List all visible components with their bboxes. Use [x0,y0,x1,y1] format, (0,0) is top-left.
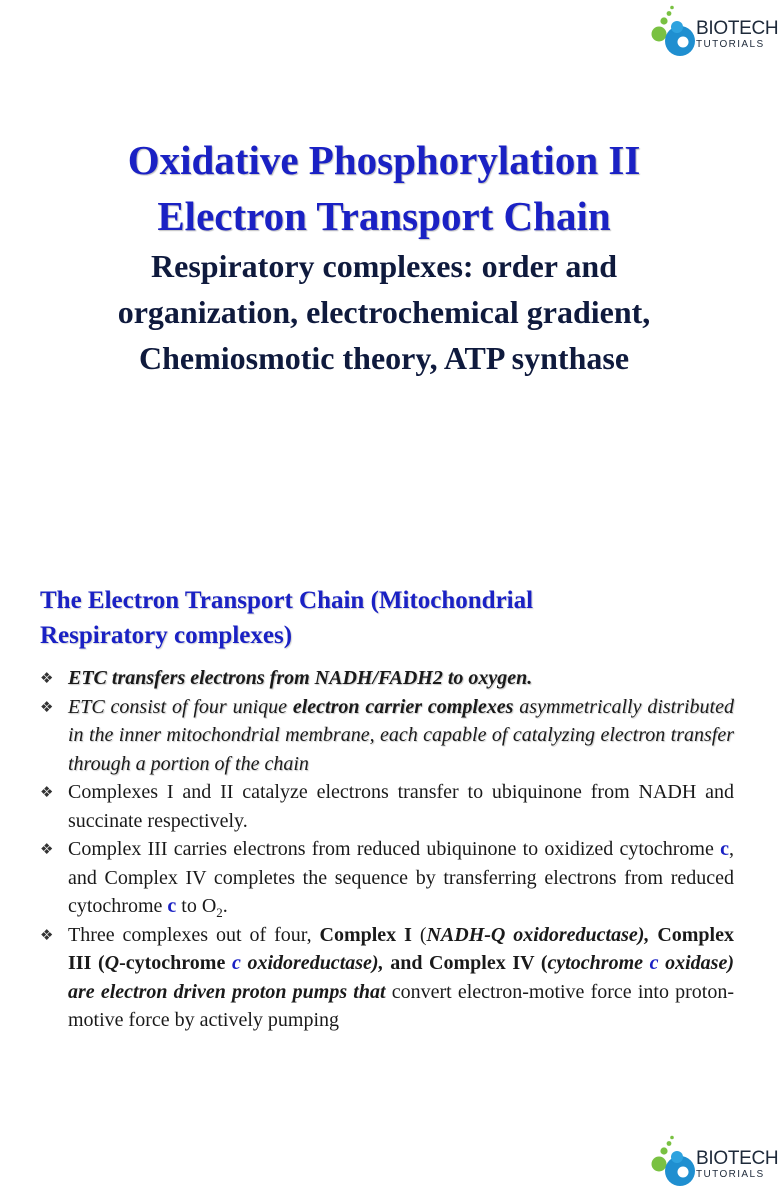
emphasis-text: electron carrier complexes [292,695,514,718]
enzyme-name: oxidoreductase), [240,952,384,974]
text-run: ETC consist of four unique [68,695,293,718]
bullet-text: ETC transfers electrons from NADH/FADH2 to oxygen. [68,667,533,689]
bullet-text [68,693,734,779]
enzyme-name: cytochrome [547,952,650,974]
bullet-item [40,835,734,921]
complex-name: and Complex IV [383,952,535,974]
diamond-bullet-icon: ❖ [40,925,54,944]
bullet-list [40,664,734,1035]
logo-wordmark: BIOTECH [696,1147,778,1169]
enzyme-name: NADH-Q oxidoreductase), [426,923,650,946]
section-heading-line-2: Respiratory complexes) [40,622,293,649]
diamond-bullet-icon: ❖ [40,697,54,716]
complex-name: Complex III [68,923,734,974]
text-run: ( [411,923,427,946]
cytochrome-letter: c [649,952,659,974]
slide-title-line-2: Electron Transport Chain [157,193,611,239]
logo-mark-icon [650,1134,694,1194]
complex-name: Complex I [319,923,412,946]
cytochrome-letter: c [231,952,241,974]
text-run: Three complexes out of four, [68,923,320,946]
enzyme-name: oxidase) are electron driven proton pumps that [68,952,735,1003]
biotech-tutorials-logo [650,1134,778,1194]
text-run: convert electron-motive force into proton-motive force by actively pumping [68,980,734,1031]
slide-title-line-1: Oxidative Phosphorylation II [127,137,641,183]
text-run: to O [176,895,217,917]
text-run: -cytochrome [119,952,232,974]
logo-tagline: TUTORIALS [696,38,765,50]
cytochrome-letter: c [720,838,729,860]
text-run: asymmetrically distributed in the inner mitochondrial membrane, each capable of catalyzing electron transfer through a portion of the chain [68,695,734,775]
title-slide [0,0,778,560]
slide-subtitle-line-2: organization, electrochemical gradient, [117,294,651,330]
logo-wordmark: BIOTECH [696,17,778,39]
slide-subtitle-line-3: Chemiosmotic theory, ATP synthase [138,340,630,376]
section-heading-line-1: The Electron Transport Chain (Mitochondrial [40,587,534,614]
enzyme-name: Q [104,952,120,974]
logo-tagline: TUTORIALS [696,1168,765,1180]
slide-subtitle-line-1: Respiratory complexes: order and [151,248,617,284]
bullet-text: Complexes I and II catalyze electrons transfer to ubiquinone from NADH and succinate respectively. [68,781,734,832]
text-run: , and Complex IV completes the sequence by transferring electrons from reduced cytochrome [68,838,734,917]
text-run: . [222,895,228,917]
subscript: 2 [216,905,223,920]
biotech-tutorials-logo [650,4,778,64]
bullet-item [40,693,734,779]
text-run: ( [91,952,105,974]
bullet-item [40,921,734,1035]
text-run: Complex III carries electrons from reduced ubiquinone to oxidized cytochrome [68,838,721,860]
diamond-bullet-icon: ❖ [40,783,54,801]
logo-mark-icon [650,4,694,64]
content-slide [0,560,778,1180]
bullet-text [68,835,734,921]
bullet-text [68,921,734,1035]
bullet-item [40,664,734,693]
bullet-item [40,778,734,835]
diamond-bullet-icon: ❖ [40,840,54,858]
cytochrome-letter: c [167,895,177,917]
diamond-bullet-icon: ❖ [40,669,54,687]
text-run: ( [534,952,548,974]
